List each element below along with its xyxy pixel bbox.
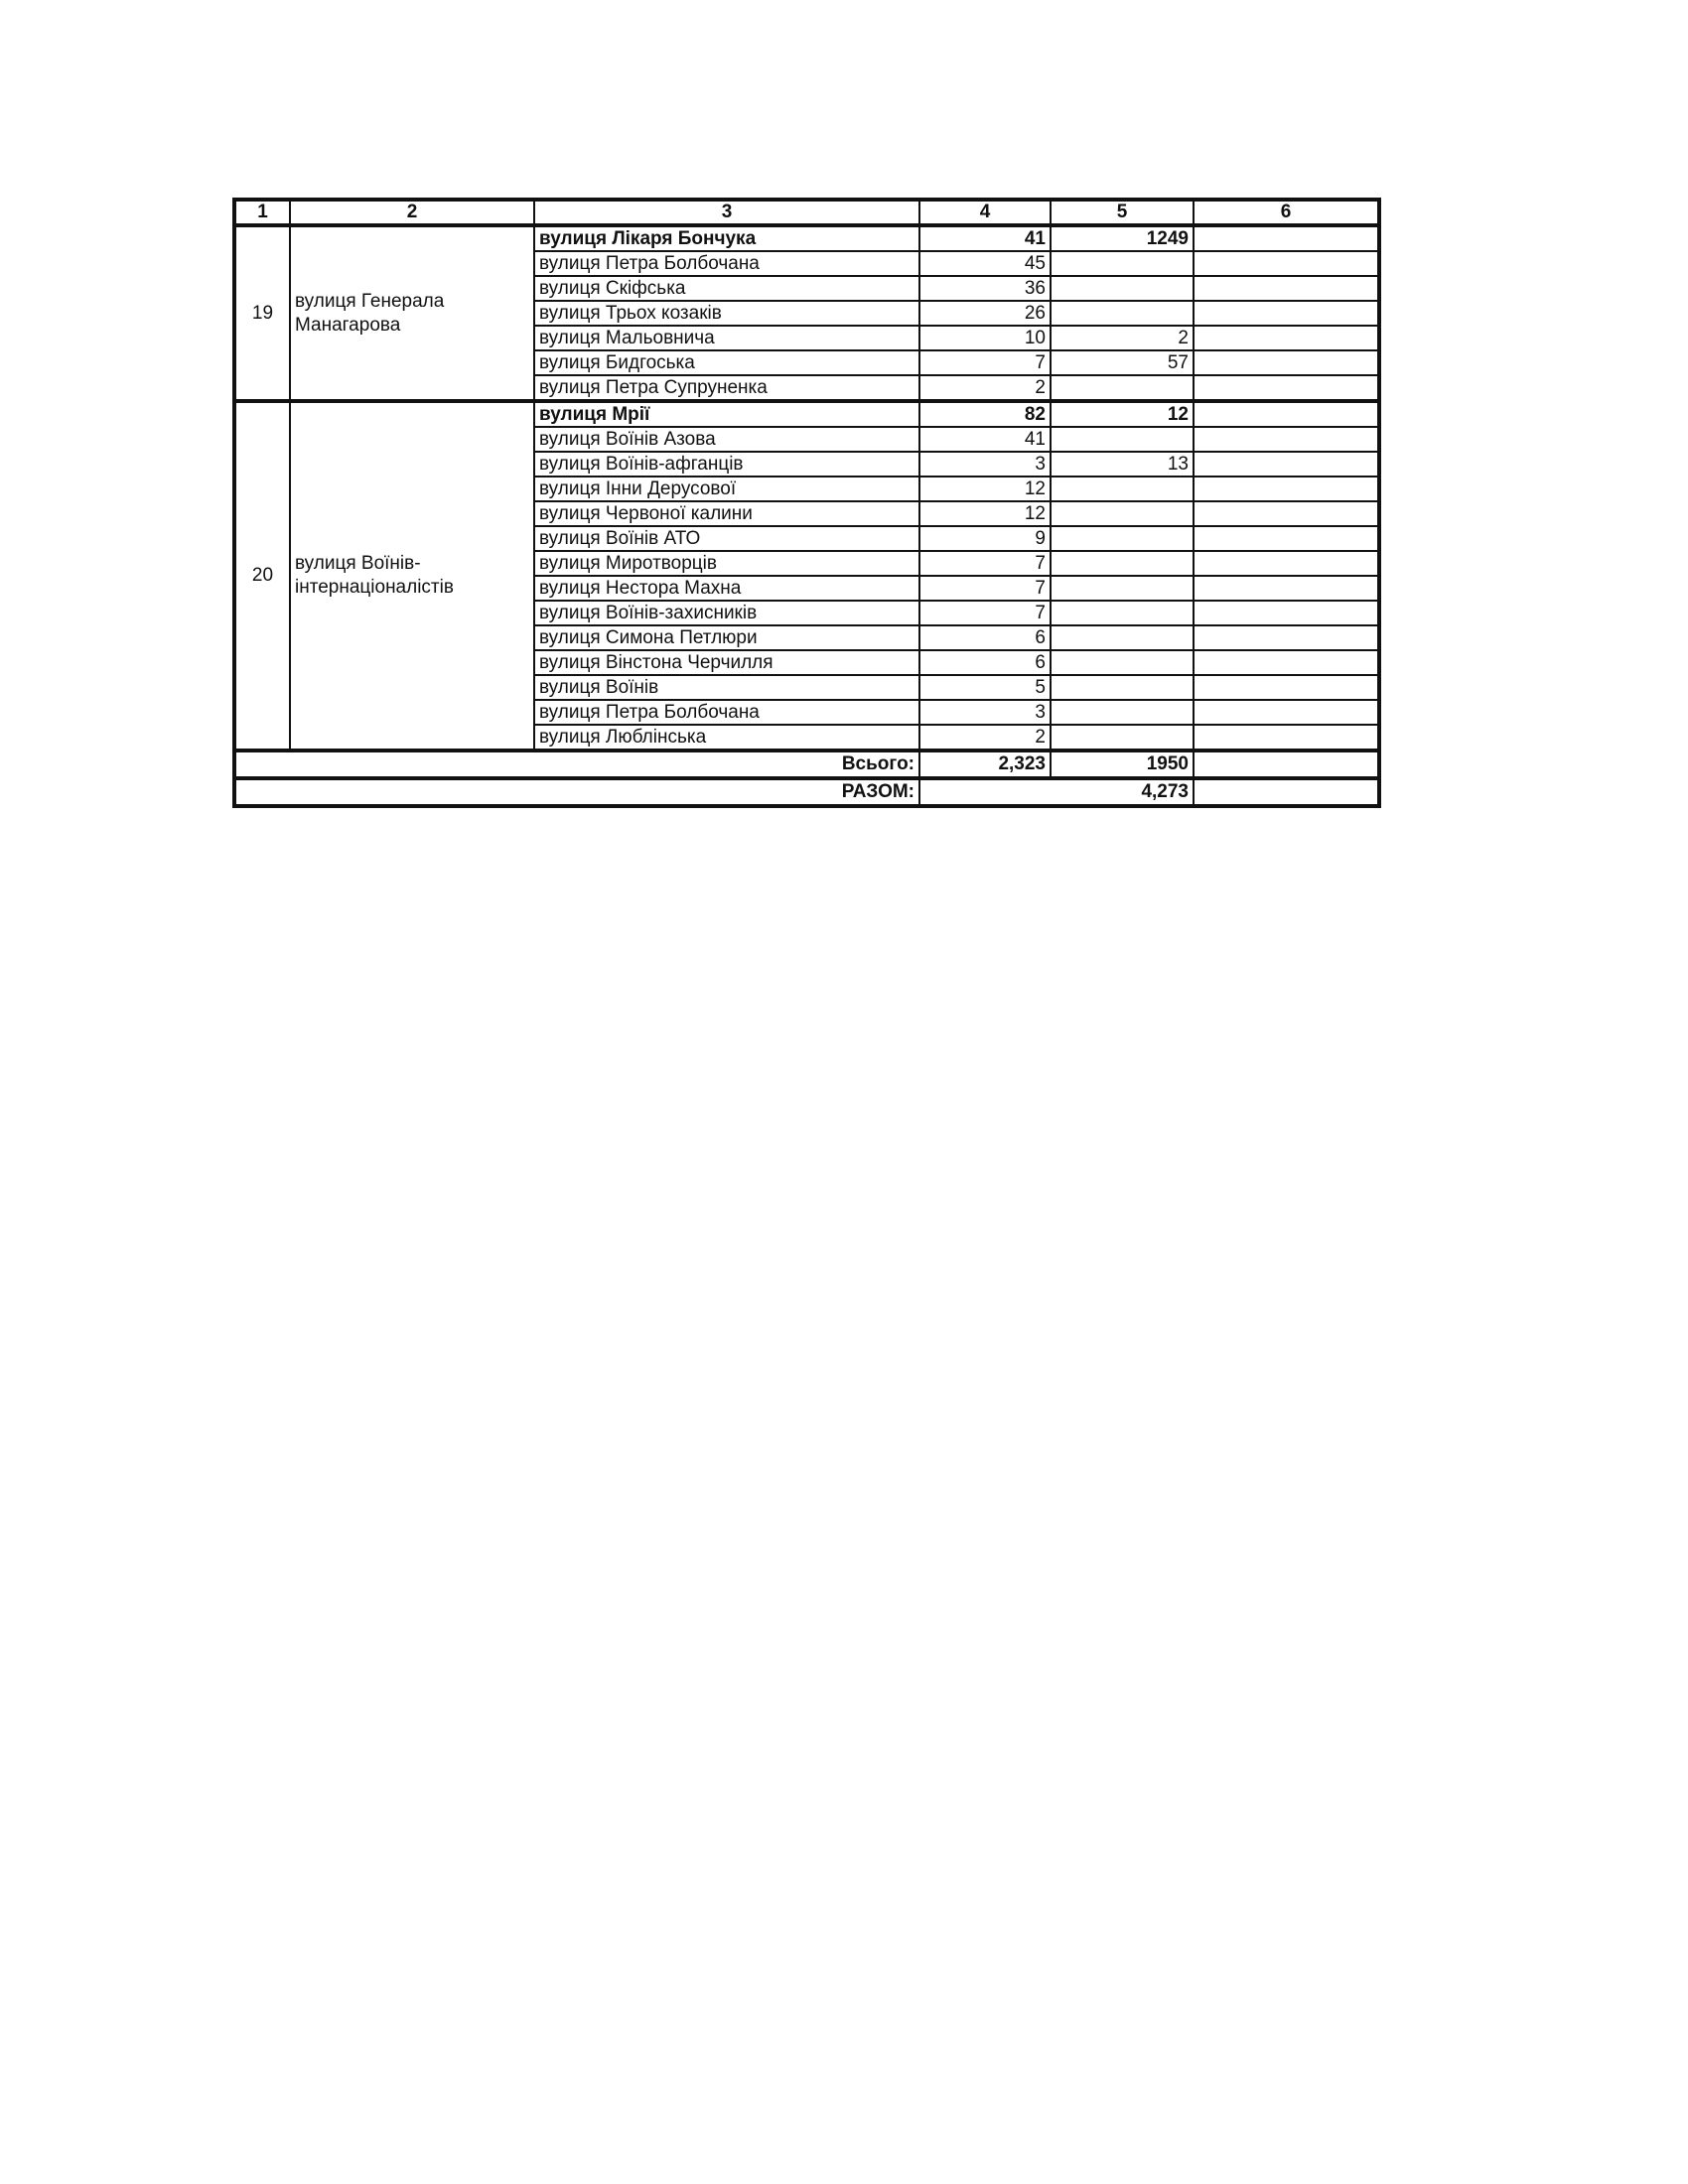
street-name-cell: вулиця Миротворців xyxy=(534,551,919,576)
column-5-value xyxy=(1051,650,1194,675)
column-6-value xyxy=(1194,700,1379,725)
column-5-value xyxy=(1051,551,1194,576)
grand-total-value: 4,273 xyxy=(919,778,1194,806)
column-5-value xyxy=(1051,675,1194,700)
column-4-value: 36 xyxy=(919,276,1051,301)
street-name-cell: вулиця Мальовнича xyxy=(534,326,919,350)
column-5-value xyxy=(1051,501,1194,526)
street-name-cell: вулиця Червоної калини xyxy=(534,501,919,526)
column-6-value xyxy=(1194,725,1379,751)
column-6-value xyxy=(1194,551,1379,576)
column-4-value: 7 xyxy=(919,551,1051,576)
column-6-value xyxy=(1194,326,1379,350)
street-name-cell: вулиця Симона Петлюри xyxy=(534,625,919,650)
column-6-value xyxy=(1194,427,1379,452)
column-4-value: 82 xyxy=(919,401,1051,427)
column-6-value xyxy=(1194,251,1379,276)
column-6-value xyxy=(1194,675,1379,700)
street-name-cell: вулиця Воїнів-афганців xyxy=(534,452,919,477)
column-6-value xyxy=(1194,526,1379,551)
group-number: 19 xyxy=(234,225,290,401)
column-4-value: 9 xyxy=(919,526,1051,551)
column-4-value: 3 xyxy=(919,700,1051,725)
total-label: Всього: xyxy=(234,751,919,778)
column-5-value xyxy=(1051,526,1194,551)
column-4-value: 3 xyxy=(919,452,1051,477)
column-4-value: 10 xyxy=(919,326,1051,350)
column-4-value: 41 xyxy=(919,427,1051,452)
column-header: 6 xyxy=(1194,200,1379,225)
street-name-cell: вулиця Вінстона Черчилля xyxy=(534,650,919,675)
column-6-value xyxy=(1194,401,1379,427)
street-name-cell: вулиця Скіфська xyxy=(534,276,919,301)
column-header: 4 xyxy=(919,200,1051,225)
column-6-value xyxy=(1194,501,1379,526)
column-6-value xyxy=(1194,576,1379,601)
street-name-cell: вулиця Мрії xyxy=(534,401,919,427)
street-name-cell: вулиця Петра Болбочана xyxy=(534,700,919,725)
column-4-value: 7 xyxy=(919,350,1051,375)
group-street-name: вулиця Воїнів-інтернаціоналістів xyxy=(290,401,534,751)
grand-total-column-6 xyxy=(1194,778,1379,806)
column-6-value xyxy=(1194,625,1379,650)
column-6-value xyxy=(1194,276,1379,301)
column-5-value xyxy=(1051,725,1194,751)
table-header-row xyxy=(234,200,1379,225)
column-5-value xyxy=(1051,276,1194,301)
column-4-value: 6 xyxy=(919,625,1051,650)
total-column-4: 2,323 xyxy=(919,751,1051,778)
column-4-value: 7 xyxy=(919,576,1051,601)
street-name-cell: вулиця Воїнів-захисників xyxy=(534,601,919,625)
column-4-value: 5 xyxy=(919,675,1051,700)
column-5-value xyxy=(1051,576,1194,601)
column-5-value xyxy=(1051,427,1194,452)
allocation-table xyxy=(232,198,1381,808)
column-6-value xyxy=(1194,350,1379,375)
column-5-value xyxy=(1051,625,1194,650)
column-5-value xyxy=(1051,477,1194,501)
column-5-value xyxy=(1051,601,1194,625)
total-column-6 xyxy=(1194,751,1379,778)
column-6-value xyxy=(1194,452,1379,477)
column-5-value xyxy=(1051,700,1194,725)
column-5-value: 13 xyxy=(1051,452,1194,477)
column-5-value xyxy=(1051,301,1194,326)
column-5-value xyxy=(1051,251,1194,276)
street-name-cell: вулиця Бидгоська xyxy=(534,350,919,375)
column-4-value: 12 xyxy=(919,477,1051,501)
column-6-value xyxy=(1194,375,1379,401)
column-header: 2 xyxy=(290,200,534,225)
street-name-cell: вулиця Воїнів xyxy=(534,675,919,700)
column-4-value: 2 xyxy=(919,725,1051,751)
street-name-cell: вулиця Лікаря Бончука xyxy=(534,225,919,251)
column-4-value: 12 xyxy=(919,501,1051,526)
column-6-value xyxy=(1194,601,1379,625)
column-4-value: 2 xyxy=(919,375,1051,401)
column-4-value: 26 xyxy=(919,301,1051,326)
total-column-5: 1950 xyxy=(1051,751,1194,778)
column-5-value: 2 xyxy=(1051,326,1194,350)
column-4-value: 45 xyxy=(919,251,1051,276)
table-row xyxy=(234,401,1379,427)
column-header: 3 xyxy=(534,200,919,225)
street-name-cell: вулиця Люблінська xyxy=(534,725,919,751)
column-5-value: 57 xyxy=(1051,350,1194,375)
table-row xyxy=(234,225,1379,251)
column-4-value: 41 xyxy=(919,225,1051,251)
street-name-cell: вулиця Трьох козаків xyxy=(534,301,919,326)
column-6-value xyxy=(1194,225,1379,251)
grand-total-label: РАЗОМ: xyxy=(234,778,919,806)
column-4-value: 7 xyxy=(919,601,1051,625)
street-name-cell: вулиця Воїнів АТО xyxy=(534,526,919,551)
column-4-value: 6 xyxy=(919,650,1051,675)
street-name-cell: вулиця Нестора Махна xyxy=(534,576,919,601)
column-6-value xyxy=(1194,477,1379,501)
column-header: 5 xyxy=(1051,200,1194,225)
column-6-value xyxy=(1194,650,1379,675)
column-6-value xyxy=(1194,301,1379,326)
street-name-cell: вулиця Петра Болбочана xyxy=(534,251,919,276)
group-number: 20 xyxy=(234,401,290,751)
street-name-cell: вулиця Петра Супруненка xyxy=(534,375,919,401)
group-street-name: вулиця Генерала Манагарова xyxy=(290,225,534,401)
column-5-value: 1249 xyxy=(1051,225,1194,251)
street-name-cell: вулиця Інни Дерусової xyxy=(534,477,919,501)
total-row xyxy=(234,751,1379,778)
street-name-cell: вулиця Воїнів Азова xyxy=(534,427,919,452)
column-5-value xyxy=(1051,375,1194,401)
column-header: 1 xyxy=(234,200,290,225)
column-5-value: 12 xyxy=(1051,401,1194,427)
grand-total-row xyxy=(234,778,1379,806)
